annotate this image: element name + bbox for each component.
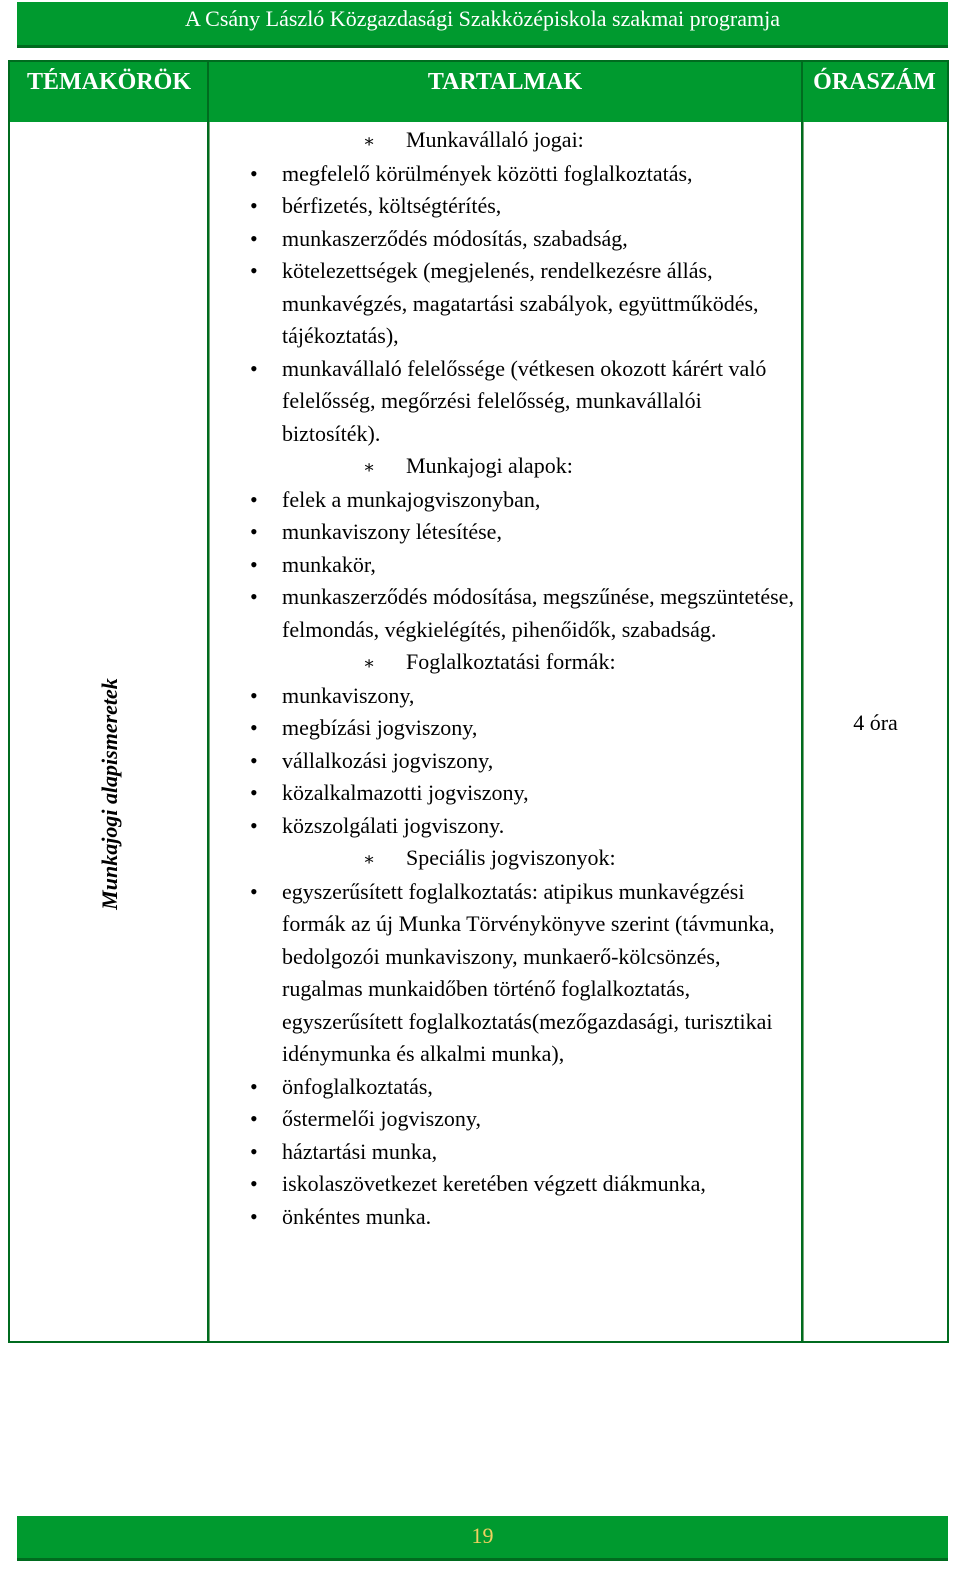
bullet-icon: •	[250, 355, 258, 381]
column-divider	[209, 122, 210, 1341]
bullet-icon: •	[250, 258, 258, 283]
bullet-icon: •	[250, 1171, 258, 1196]
list-item	[230, 810, 798, 843]
list-item	[230, 158, 798, 191]
list-item-text: vállalkozási jogviszony,	[282, 747, 494, 773]
bullet-icon: •	[250, 486, 258, 512]
list-item	[230, 484, 798, 517]
page-footer	[17, 1516, 948, 1561]
list-item-text: önfoglalkoztatás,	[282, 1073, 433, 1099]
bullet-icon: •	[250, 682, 258, 708]
section-heading-text: Munkajogi alapok:	[406, 453, 573, 478]
list-item-text: munkaviszony,	[282, 682, 415, 708]
bullet-icon: •	[250, 747, 258, 773]
list-item-text: bérfizetés, költségtérítés,	[282, 193, 502, 218]
bullet-icon: •	[250, 225, 258, 251]
list-item	[230, 353, 798, 451]
asterisk-icon: ∗	[363, 457, 376, 477]
bullet-icon: •	[250, 812, 258, 838]
bullet-icon: •	[250, 519, 258, 544]
contents-cell	[230, 124, 798, 1233]
topic-cell: Munkajogi alapismeretek	[97, 678, 122, 910]
list-item-text: önkéntes munka.	[282, 1203, 432, 1229]
bullet-icon: •	[250, 1203, 258, 1229]
list-item-text: közszolgálati jogviszony.	[282, 812, 505, 838]
list-item-text: kötelezettségek (megjelenés, rendelkezésre állás, munkavégzés, magatartási szabályok, együttműködés, tájékoztatás),	[282, 258, 759, 348]
list-item	[230, 1168, 798, 1201]
list-item-text: megfelelő körülmények közötti foglalkoztatás,	[282, 160, 693, 186]
list-item	[230, 1103, 798, 1136]
hours-cell: 4 óra	[853, 710, 898, 735]
list-item-text: háztartási munka,	[282, 1138, 438, 1164]
list-item-text: egyszerűsített foglalkoztatás: atipikus munkavégzési formák az új Munka Törvénykönyve szerint (távmunka, bedolgozói munkaviszony, munkaerő-kölcsönzés, rugalmas munkaidőben történő foglalkoztatás, egyszerűsített foglalkoztatás(mezőgazdasági, turisztikai idénymunka és alkalmi munka),	[282, 878, 775, 1066]
list-item	[230, 516, 798, 549]
list-item-text: munkaszerződés módosítása, megszűnése, megszüntetése, felmondás, végkielégítés, pihenőidők, szabadság.	[282, 584, 794, 642]
list-item	[230, 876, 798, 1071]
page-number: 19	[471, 1523, 494, 1548]
bullet-icon: •	[250, 1138, 258, 1164]
bullet-icon: •	[250, 584, 258, 609]
section-heading	[230, 842, 798, 876]
asterisk-icon: ∗	[363, 131, 376, 151]
list-item-text: munkaviszony létesítése,	[282, 519, 502, 544]
list-item-text: felek a munkajogviszonyban,	[282, 486, 541, 512]
section-heading-text: Munkavállaló jogai:	[406, 127, 584, 152]
list-item	[230, 549, 798, 582]
list-item	[230, 745, 798, 778]
list-item-text: munkaszerződés módosítás, szabadság,	[282, 225, 628, 251]
section-heading-text: Speciális jogviszonyok:	[406, 845, 616, 870]
list-item	[230, 1071, 798, 1104]
list-item-text: közalkalmazotti jogviszony,	[282, 780, 529, 805]
list-item-text: őstermelői jogviszony,	[282, 1106, 481, 1131]
list-item-text: munkavállaló felelőssége (vétkesen okozott kárért való felelősség, megőrzési felelősség, munkavállalói biztosíték).	[282, 355, 767, 446]
bullet-icon: •	[250, 1073, 258, 1099]
document-header	[17, 2, 948, 48]
bullet-icon: •	[250, 1106, 258, 1131]
column-header-contents: TARTALMAK	[427, 69, 583, 95]
header-title: A Csány László Közgazdasági Szakközépiskola szakmai programja	[184, 6, 781, 31]
section-heading	[230, 646, 798, 680]
list-item	[230, 581, 798, 646]
list-item-text: munkakör,	[282, 551, 376, 577]
section-heading	[230, 124, 798, 158]
list-item	[230, 223, 798, 256]
list-item	[230, 680, 798, 713]
asterisk-icon: ∗	[363, 849, 376, 869]
list-item-text: megbízási jogviszony,	[282, 715, 478, 740]
curriculum-table	[8, 60, 949, 1343]
list-item-text: iskolaszövetkezet keretében végzett diákmunka,	[282, 1171, 706, 1196]
bullet-icon: •	[250, 193, 258, 218]
bullet-icon: •	[250, 878, 258, 904]
section-heading	[230, 450, 798, 484]
section-heading-text: Foglalkoztatási formák:	[406, 649, 616, 674]
bullet-icon: •	[250, 715, 258, 740]
list-item	[230, 1201, 798, 1234]
list-item	[230, 1136, 798, 1169]
list-item	[230, 712, 798, 745]
bullet-icon: •	[250, 160, 258, 186]
asterisk-icon: ∗	[363, 653, 376, 673]
bullet-icon: •	[250, 780, 258, 805]
list-item	[230, 777, 798, 810]
table-header-row	[10, 62, 947, 122]
column-header-hours: ÓRASZÁM	[813, 69, 936, 95]
list-item	[230, 190, 798, 223]
column-header-topics: TÉMAKÖRÖK	[26, 69, 191, 95]
list-item	[230, 255, 798, 353]
bullet-icon: •	[250, 551, 258, 577]
